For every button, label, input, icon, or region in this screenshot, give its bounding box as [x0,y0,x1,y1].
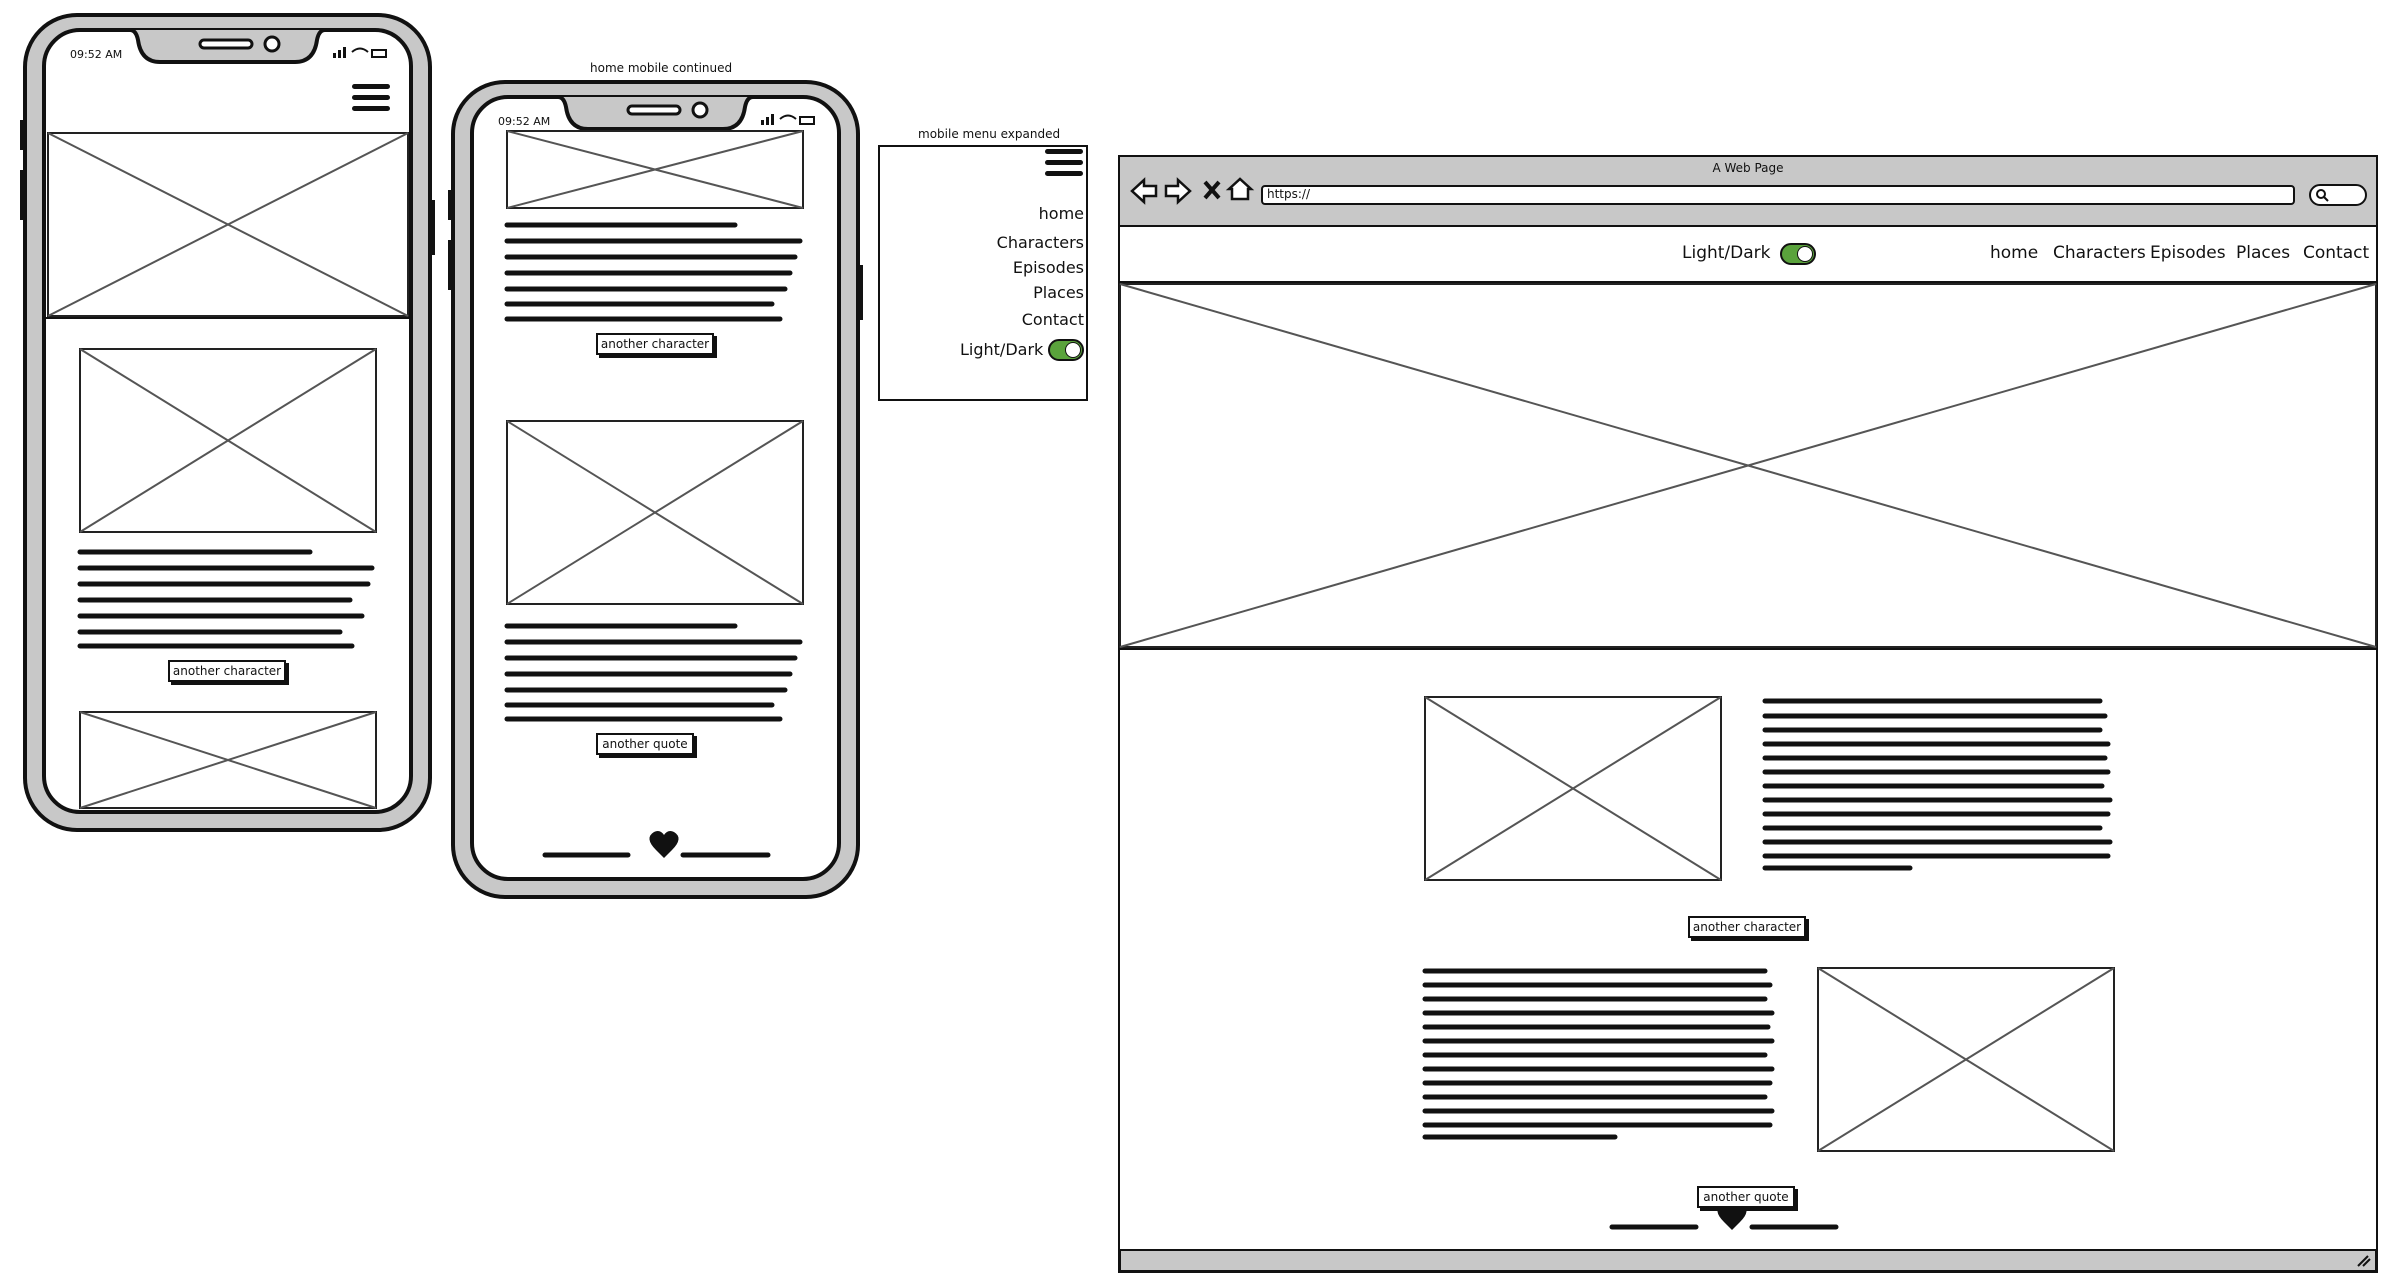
another-quote-button[interactable]: another quote [596,733,694,755]
url-input[interactable]: https:// [1267,187,1311,201]
light-dark-toggle[interactable] [1780,243,1816,265]
back-arrow-icon [1132,180,1156,202]
another-character-button[interactable]: another character [1688,916,1806,938]
light-dark-label: Light/Dark [1682,243,1771,263]
nav-item-places[interactable]: Places [2236,243,2291,263]
nav-item-characters[interactable]: Characters [2053,243,2146,263]
menu-item-places[interactable]: Places [1033,283,1084,302]
caption-home-mobile-continued: home mobile continued [590,61,733,75]
another-character-button[interactable]: another character [596,333,714,355]
phone1-status-time: 09:52 AM [70,48,123,61]
nav-item-episodes[interactable]: Episodes [2150,243,2226,263]
another-character-button[interactable]: another character [168,660,286,682]
menu-item-contact[interactable]: Contact [1021,310,1084,329]
nav-item-contact[interactable]: Contact [2303,243,2370,263]
phone2-status-time: 09:52 AM [498,115,551,128]
browser-title: A Web Page [1712,161,1784,175]
home-icon [1229,179,1251,199]
caption-mobile-menu-expanded: mobile menu expanded [918,127,1061,141]
nav-item-home[interactable]: home [1990,243,2039,263]
another-quote-button[interactable]: another quote [1697,1186,1795,1208]
menu-item-characters[interactable]: Characters [996,233,1084,252]
light-dark-label: Light/Dark [960,340,1044,359]
close-icon [1205,182,1219,198]
menu-item-home[interactable]: home [1038,204,1084,223]
menu-item-episodes[interactable]: Episodes [1012,258,1084,277]
forward-arrow-icon [1166,180,1190,202]
